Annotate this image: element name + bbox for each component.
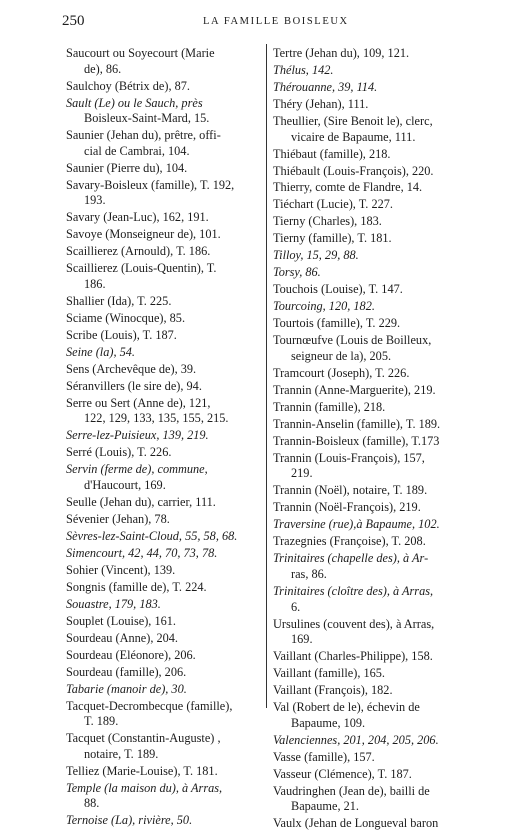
- entry-heading-line: Tourcoing, 120, 182.: [273, 299, 375, 314]
- index-entry: [66, 546, 259, 562]
- entry-heading-line: Thierry, comte de Flandre, 14.: [273, 180, 423, 195]
- index-column-right: [273, 46, 469, 833]
- entry-heading-line: Serre-lez-Puisieux, 139, 219.: [66, 428, 209, 443]
- index-entry: [66, 631, 259, 647]
- entry-heading-line: Saunier (Jehan du), prêtre, offi-: [66, 128, 221, 143]
- entry-heading-line: Tierny (Charles), 183.: [273, 214, 382, 229]
- entry-heading-line: Sourdeau (famille), 206.: [66, 664, 187, 679]
- index-entry: [66, 362, 259, 378]
- page-header: [0, 13, 507, 33]
- entry-heading-line: Serre ou Sert (Anne de), 121,: [66, 395, 211, 410]
- index-entry: [66, 428, 259, 444]
- running-title: LA FAMILLE BOISLEUX: [203, 16, 349, 27]
- entry-continuation-line: 193.: [84, 193, 106, 208]
- index-entry: [273, 197, 469, 213]
- index-entry: [66, 294, 259, 310]
- entry-heading-line: Thélus, 142.: [273, 62, 334, 77]
- entry-continuation-line: notaire, T. 189.: [84, 746, 159, 761]
- entry-heading-line: Trannin (Noël), notaire, T. 189.: [273, 483, 428, 498]
- page-number: 250: [62, 13, 85, 29]
- index-entry: [66, 161, 259, 177]
- index-entry: [66, 563, 259, 579]
- index-entry: [66, 731, 259, 762]
- index-entry: [66, 764, 259, 780]
- entry-heading-line: Tabarie (manoir de), 30.: [66, 681, 187, 696]
- entry-continuation-line: 186.: [84, 276, 106, 291]
- entry-heading-line: Vaulx (Jehan de Longueval baron: [273, 816, 439, 831]
- entry-heading-line: Trannin (Louis-François), 157,: [273, 450, 425, 465]
- entry-continuation-line: de), 86.: [84, 61, 122, 76]
- entry-heading-line: Traversine (rue),à Bapaume, 102.: [273, 517, 440, 532]
- index-entry: [66, 46, 259, 77]
- index-entry: [66, 379, 259, 395]
- entry-heading-line: Valenciennes, 201, 204, 205, 206.: [273, 732, 439, 747]
- index-entry: [66, 699, 259, 730]
- entry-heading-line: Savary (Jean-Luc), 162, 191.: [66, 210, 209, 225]
- entry-heading-line: Serré (Louis), T. 226.: [66, 445, 172, 460]
- entry-heading-line: Sohier (Vincent), 139.: [66, 562, 176, 577]
- index-entry: [273, 147, 469, 163]
- entry-continuation-line: 88.: [84, 796, 100, 811]
- index-entry: [66, 597, 259, 613]
- entry-heading-line: Ternoise (La), rivière, 50.: [66, 813, 193, 828]
- entry-heading-line: Torsy, 86.: [273, 265, 321, 280]
- entry-heading-line: Simencourt, 42, 44, 70, 73, 78.: [66, 545, 218, 560]
- entry-continuation-line: Bapaume, 21.: [291, 799, 359, 814]
- entry-heading-line: Savoye (Monseigneur de), 101.: [66, 227, 221, 242]
- index-entry: [66, 682, 259, 698]
- entry-heading-line: Trannin (famille), 218.: [273, 399, 386, 414]
- entry-heading-line: Tournœufve (Louis de Boilleux,: [273, 333, 432, 348]
- index-entry: [273, 366, 469, 382]
- entry-heading-line: Sévenier (Jehan), 78.: [66, 511, 170, 526]
- entry-heading-line: Saulchoy (Bétrix de), 87.: [66, 78, 190, 93]
- entry-continuation-line: Boisleux-Saint-Mard, 15.: [84, 111, 210, 126]
- index-entry: [273, 517, 469, 533]
- entry-heading-line: Tiéchart (Lucie), T. 227.: [273, 197, 393, 212]
- index-entry: [273, 417, 469, 433]
- entry-continuation-line: ras, 86.: [291, 566, 327, 581]
- entry-heading-line: Songnis (famille de), T. 224.: [66, 579, 207, 594]
- entry-heading-line: Trannin-Anselin (famille), T. 189.: [273, 416, 441, 431]
- entry-heading-line: Tertre (Jehan du), 109, 121.: [273, 46, 410, 60]
- index-entry: [66, 512, 259, 528]
- entry-heading-line: Trannin-Boisleux (famille), T.173: [273, 433, 440, 448]
- index-entry: [273, 434, 469, 450]
- entry-heading-line: Trinitaires (chapelle des), à Ar-: [273, 551, 429, 566]
- entry-heading-line: Temple (la maison du), à Arras,: [66, 780, 223, 795]
- index-entry: [66, 244, 259, 260]
- index-entry: [273, 80, 469, 96]
- entry-heading-line: Sciame (Winocque), 85.: [66, 310, 186, 325]
- index-entry: [66, 311, 259, 327]
- index-entry: [273, 816, 469, 832]
- index-entry: [273, 733, 469, 749]
- entry-heading-line: Saucourt ou Soyecourt (Marie: [66, 46, 215, 60]
- entry-continuation-line: d'Haucourt, 169.: [84, 477, 166, 492]
- entry-heading-line: Vaillant (famille), 165.: [273, 666, 386, 681]
- entry-heading-line: Touchois (Louise), T. 147.: [273, 282, 403, 297]
- index-entry: [273, 683, 469, 699]
- index-entry: [66, 462, 259, 493]
- index-entry: [66, 227, 259, 243]
- index-entry: [66, 79, 259, 95]
- entry-heading-line: Saunier (Pierre du), 104.: [66, 160, 188, 175]
- index-entry: [273, 400, 469, 416]
- entry-heading-line: Telliez (Marie-Louise), T. 181.: [66, 763, 218, 778]
- entry-continuation-line: 219.: [291, 466, 313, 481]
- entry-continuation-line: vicaire de Bapaume, 111.: [291, 129, 416, 144]
- index-entry: [273, 483, 469, 499]
- entry-heading-line: Souplet (Louise), 161.: [66, 613, 176, 628]
- entry-heading-line: Vaillant (François), 182.: [273, 683, 393, 698]
- index-entry: [66, 445, 259, 461]
- index-entry: [66, 781, 259, 812]
- index-entry: [273, 97, 469, 113]
- entry-heading-line: Shallier (Ida), T. 225.: [66, 293, 172, 308]
- index-entry: [66, 614, 259, 630]
- entry-continuation-line: cial de Cambrai, 104.: [84, 143, 190, 158]
- index-entry: [66, 529, 259, 545]
- index-entry: [66, 328, 259, 344]
- entry-heading-line: Vaillant (Charles-Philippe), 158.: [273, 649, 433, 664]
- entry-heading-line: Vasse (famille), 157.: [273, 749, 375, 764]
- entry-heading-line: Sèvres-lez-Saint-Cloud, 55, 58, 68.: [66, 528, 238, 543]
- index-entry: [273, 231, 469, 247]
- index-entry: [273, 316, 469, 332]
- entry-heading-line: Tacquet (Constantin-Auguste) ,: [66, 731, 221, 746]
- entry-heading-line: Trannin (Anne-Marguerite), 219.: [273, 382, 436, 397]
- index-entry: [273, 164, 469, 180]
- index-entry: [66, 580, 259, 596]
- index-entry: [273, 333, 469, 364]
- index-entry: [273, 666, 469, 682]
- entry-heading-line: Tilloy, 15, 29, 88.: [273, 248, 359, 263]
- entry-heading-line: Val (Robert de le), échevin de: [273, 700, 420, 715]
- index-entry: [273, 282, 469, 298]
- entry-heading-line: Tourtois (famille), T. 229.: [273, 316, 401, 331]
- entry-continuation-line: 122, 129, 133, 135, 155, 215.: [84, 411, 229, 426]
- entry-heading-line: Scaillierez (Arnould), T. 186.: [66, 244, 211, 259]
- index-entry: [66, 648, 259, 664]
- entry-heading-line: Sourdeau (Anne), 204.: [66, 630, 179, 645]
- index-entry: [273, 750, 469, 766]
- entry-continuation-line: 6.: [291, 599, 301, 614]
- entry-heading-line: Trinitaires (cloître des), à Arras,: [273, 583, 434, 598]
- entry-heading-line: Savary-Boisleux (famille), T. 192,: [66, 177, 235, 192]
- index-entry: [273, 265, 469, 281]
- index-entry: [273, 383, 469, 399]
- index-entry: [66, 396, 259, 427]
- column-divider: [266, 44, 267, 708]
- entry-continuation-line: Bapaume, 109.: [291, 715, 366, 730]
- index-entry: [66, 345, 259, 361]
- index-entry: [273, 500, 469, 516]
- index-entry: [273, 46, 469, 62]
- index-entry: [273, 617, 469, 648]
- entry-heading-line: Sourdeau (Eléonore), 206.: [66, 647, 196, 662]
- entry-heading-line: Ursulines (couvent des), à Arras,: [273, 616, 435, 631]
- index-entry: [273, 299, 469, 315]
- entry-continuation-line: seigneur de la), 205.: [291, 348, 392, 363]
- entry-heading-line: Souastre, 179, 183.: [66, 596, 161, 611]
- entry-heading-line: Trazegnies (Françoise), T. 208.: [273, 534, 426, 549]
- entry-heading-line: Tacquet-Decrombecque (famille),: [66, 698, 233, 713]
- entry-heading-line: Tierny (famille), T. 181.: [273, 231, 392, 246]
- index-entry: [66, 128, 259, 159]
- index-entry: [66, 210, 259, 226]
- index-entry: [66, 665, 259, 681]
- entry-heading-line: Scaillierez (Louis-Quentin), T.: [66, 261, 217, 276]
- entry-heading-line: Tramcourt (Joseph), T. 226.: [273, 365, 410, 380]
- index-entry: [273, 551, 469, 582]
- index-entry: [273, 114, 469, 145]
- index-entry: [273, 534, 469, 550]
- index-entry: [273, 451, 469, 482]
- entry-heading-line: Thiébault (Louis-François), 220.: [273, 163, 434, 178]
- index-column-left: [66, 46, 259, 830]
- entry-heading-line: Servin (ferme de), commune,: [66, 462, 208, 477]
- index-entry: [273, 649, 469, 665]
- index-entry: [273, 700, 469, 731]
- index-entry: [273, 767, 469, 783]
- entry-heading-line: Séranvillers (le sire de), 94.: [66, 378, 202, 393]
- entry-heading-line: Scribe (Louis), T. 187.: [66, 327, 177, 342]
- entry-heading-line: Trannin (Noël-François), 219.: [273, 500, 421, 515]
- entry-heading-line: Sault (Le) ou le Sauch, près: [66, 95, 203, 110]
- entry-heading-line: Théry (Jehan), 111.: [273, 96, 369, 111]
- entry-heading-line: Thérouanne, 39, 114.: [273, 79, 378, 94]
- index-entry: [66, 261, 259, 292]
- entry-heading-line: Vaudringhen (Jean de), bailli de: [273, 783, 430, 798]
- entry-heading-line: Vasseur (Clémence), T. 187.: [273, 766, 412, 781]
- index-entry: [273, 214, 469, 230]
- entry-heading-line: Seulle (Jehan du), carrier, 111.: [66, 494, 216, 509]
- index-entry: [273, 248, 469, 264]
- entry-heading-line: Thiébaut (famille), 218.: [273, 146, 391, 161]
- index-entry: [66, 495, 259, 511]
- index-entry: [66, 178, 259, 209]
- index-entry: [273, 584, 469, 615]
- entry-continuation-line: T. 189.: [84, 714, 119, 729]
- index-entry: [273, 63, 469, 79]
- entry-heading-line: Sens (Archevêque de), 39.: [66, 361, 197, 376]
- index-entry: [273, 784, 469, 815]
- entry-continuation-line: 169.: [291, 632, 313, 647]
- entry-heading-line: Seine (la), 54.: [66, 344, 135, 359]
- index-entry: [66, 813, 259, 829]
- index-entry: [66, 96, 259, 127]
- index-entry: [273, 180, 469, 196]
- entry-heading-line: Theullier, (Sire Benoit le), clerc,: [273, 113, 433, 128]
